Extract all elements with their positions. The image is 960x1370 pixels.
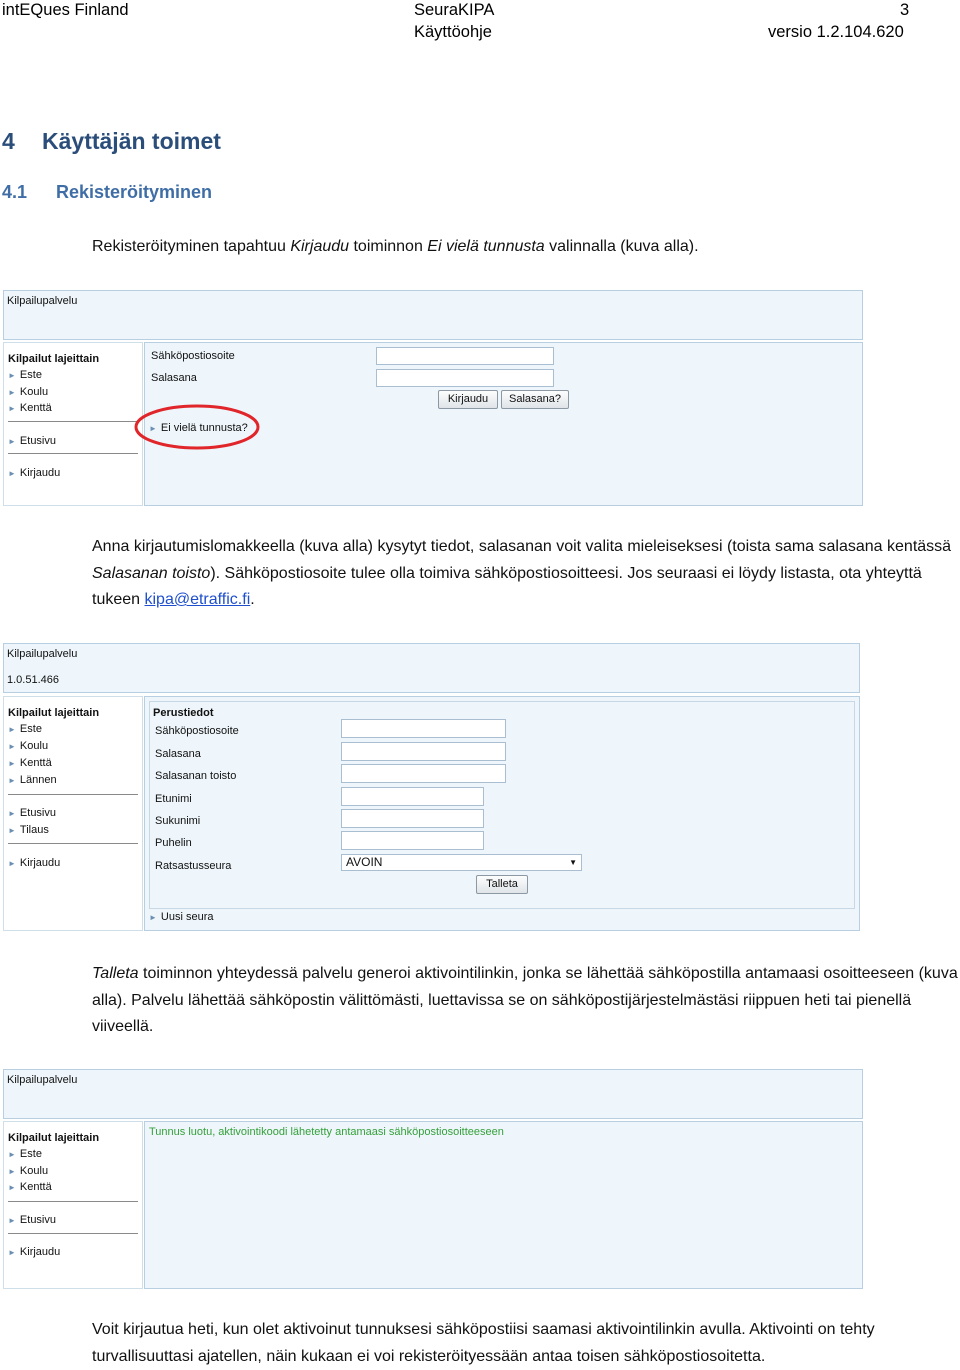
sidebar-item-este[interactable]: ► Este	[8, 369, 42, 381]
arrow-icon: ►	[8, 826, 16, 835]
sidebar-item-kentta[interactable]: ► Kenttä	[8, 757, 52, 769]
sidebar-item-koulu[interactable]: ► Koulu	[8, 740, 49, 752]
new-club-link[interactable]: ► Uusi seura	[149, 911, 214, 923]
section-title: Käyttäjän toimet	[42, 128, 221, 154]
sidebar-item-kentta[interactable]: ► Kenttä	[8, 1181, 52, 1193]
arrow-icon: ►	[8, 859, 16, 868]
arrow-icon: ►	[8, 1216, 16, 1225]
sidebar-title: Kilpailut lajeittain	[8, 353, 100, 365]
arrow-icon: ►	[8, 388, 16, 397]
sidebar-item-etusivu[interactable]: ► Etusivu	[8, 435, 56, 447]
no-account-link[interactable]: ► Ei vielä tunnusta?	[149, 422, 248, 434]
arrow-icon: ►	[8, 725, 16, 734]
form-fieldset	[149, 701, 855, 909]
sidebar-item-tilaus[interactable]: ► Tilaus	[8, 824, 49, 836]
email-label: Sähköpostiosoite	[151, 350, 235, 362]
app-topbar	[3, 643, 860, 693]
header-company: intEQues Finland	[2, 1, 129, 19]
field-label-lastname: Sukunimi	[155, 815, 201, 827]
arrow-icon: ►	[8, 1167, 16, 1176]
subsection-title: Rekisteröityminen	[56, 182, 213, 202]
screenshot-registration-form	[3, 643, 860, 931]
paragraph-activation: Talleta toiminnon yhteydessä palvelu generoi aktivointilinkin, jonka se lähettää sähköpostilla antamaasi osoitteeseen (kuva alla). Palvelu lähettää sähköpostin välittömästi, luettavissa se on sähköpostijärjestelmästäsi riippuen heti tai pienellä viiveellä.	[92, 965, 958, 1035]
save-button[interactable]: Talleta	[476, 875, 528, 894]
paragraph-form-instructions: Anna kirjautumislomakkeella (kuva alla) kysytyt tiedot, salasanan voit valita mieleiseksesi (toista sama salasana kentässä Salasanan toisto). Sähköpostiosoite tulee olla toimiva sähköpostiosoitteesi. Jos seuraasi ei löydy listasta, ota yhteyttä tukeen kipa@etraffic.fi.	[92, 538, 952, 608]
sidebar-item-koulu[interactable]: ► Koulu	[8, 386, 49, 398]
app-title: Kilpailupalvelu	[7, 1074, 78, 1086]
success-message: Tunnus luotu, aktivointikoodi lähetetty antamaasi sähköpostiosoitteeseen	[149, 1126, 504, 1138]
sidebar-item-kentta[interactable]: ► Kenttä	[8, 402, 52, 414]
sidebar-item-kirjaudu[interactable]: ► Kirjaudu	[8, 857, 61, 869]
email-input[interactable]	[341, 719, 506, 738]
arrow-icon: ►	[8, 437, 16, 446]
arrow-icon: ►	[8, 1150, 16, 1159]
field-label-password-repeat: Salasanan toisto	[155, 770, 237, 782]
phone-input[interactable]	[341, 831, 484, 850]
form-title: Perustiedot	[153, 707, 214, 719]
sidebar-title: Kilpailut lajeittain	[8, 1132, 100, 1144]
field-label-firstname: Etunimi	[155, 793, 192, 805]
arrow-icon: ►	[8, 404, 16, 413]
app-topbar	[3, 1069, 863, 1119]
email-input[interactable]	[376, 347, 554, 365]
highlight-ellipse	[133, 402, 263, 452]
sidebar-item-etusivu[interactable]: ► Etusivu	[8, 807, 56, 819]
header-page-number: 3	[900, 1, 910, 19]
sidebar-item-este[interactable]: ► Este	[8, 723, 42, 735]
header-version: versio 1.2.104.620	[768, 23, 904, 41]
app-title: Kilpailupalvelu	[7, 648, 78, 660]
screenshot-login-form	[3, 290, 863, 506]
field-label-password: Salasana	[155, 748, 201, 760]
divider	[8, 843, 138, 844]
password-label: Salasana	[151, 372, 197, 384]
subsection-number: 4.1	[2, 182, 28, 202]
sidebar-item-kirjaudu[interactable]: ► Kirjaudu	[8, 467, 61, 479]
firstname-input[interactable]	[341, 787, 484, 806]
sidebar-title: Kilpailut lajeittain	[8, 707, 100, 719]
section-number: 4	[2, 128, 15, 154]
sidebar-item-este[interactable]: ► Este	[8, 1148, 42, 1160]
arrow-icon: ►	[8, 742, 16, 751]
divider	[8, 453, 138, 454]
lastname-input[interactable]	[341, 809, 484, 828]
sidebar-item-etusivu[interactable]: ► Etusivu	[8, 1214, 56, 1226]
club-select[interactable]: AVOIN ▼	[341, 854, 582, 871]
arrow-icon: ►	[8, 1248, 16, 1257]
success-panel	[144, 1121, 863, 1289]
header-product: SeuraKIPA	[414, 1, 495, 19]
app-version: 1.0.51.466	[7, 674, 59, 686]
sidebar-item-kirjaudu[interactable]: ► Kirjaudu	[8, 1246, 61, 1258]
field-label-phone: Puhelin	[155, 837, 192, 849]
field-label-email: Sähköpostiosoite	[155, 725, 239, 737]
header-doc-type: Käyttöohje	[414, 23, 492, 41]
app-topbar	[3, 290, 863, 340]
arrow-icon: ►	[149, 424, 157, 433]
sidebar	[3, 696, 143, 931]
arrow-icon: ►	[149, 913, 157, 922]
arrow-icon: ►	[8, 809, 16, 818]
login-button[interactable]: Kirjaudu	[438, 390, 498, 409]
arrow-icon: ►	[8, 469, 16, 478]
sidebar-item-koulu[interactable]: ► Koulu	[8, 1165, 49, 1177]
sidebar	[3, 342, 143, 506]
divider	[8, 794, 138, 795]
arrow-icon: ►	[8, 1183, 16, 1192]
password-input[interactable]	[341, 742, 506, 761]
screenshot-success	[3, 1069, 863, 1289]
registration-panel	[144, 696, 860, 931]
forgot-password-button[interactable]: Salasana?	[501, 390, 569, 409]
divider	[8, 1233, 138, 1234]
password-repeat-input[interactable]	[341, 764, 506, 783]
field-label-club: Ratsastusseura	[155, 860, 232, 872]
support-email-link[interactable]: kipa@etraffic.fi	[144, 591, 251, 608]
paragraph-registration: Rekisteröityminen tapahtuu Kirjaudu toiminnon Ei vielä tunnusta valinnalla (kuva alla).	[92, 238, 699, 255]
sidebar-item-lannen[interactable]: ► Lännen	[8, 774, 57, 786]
sidebar	[3, 1121, 143, 1289]
paragraph-login-after-activation: Voit kirjautua heti, kun olet aktivoinut tunnuksesi sähköpostiisi saamasi aktivointilinkin avulla. Aktivointi on tehty turvallisuuttasi ajatellen, näin kukaan ei voi rekisteröityessään antaa toisen sähköpostiosoitetta.	[92, 1321, 875, 1365]
chevron-down-icon: ▼	[569, 858, 577, 867]
arrow-icon: ►	[8, 371, 16, 380]
app-title: Kilpailupalvelu	[7, 295, 78, 307]
arrow-icon: ►	[8, 776, 16, 785]
divider	[8, 1201, 138, 1202]
divider	[8, 421, 138, 422]
arrow-icon: ►	[8, 759, 16, 768]
password-input[interactable]	[376, 369, 554, 387]
